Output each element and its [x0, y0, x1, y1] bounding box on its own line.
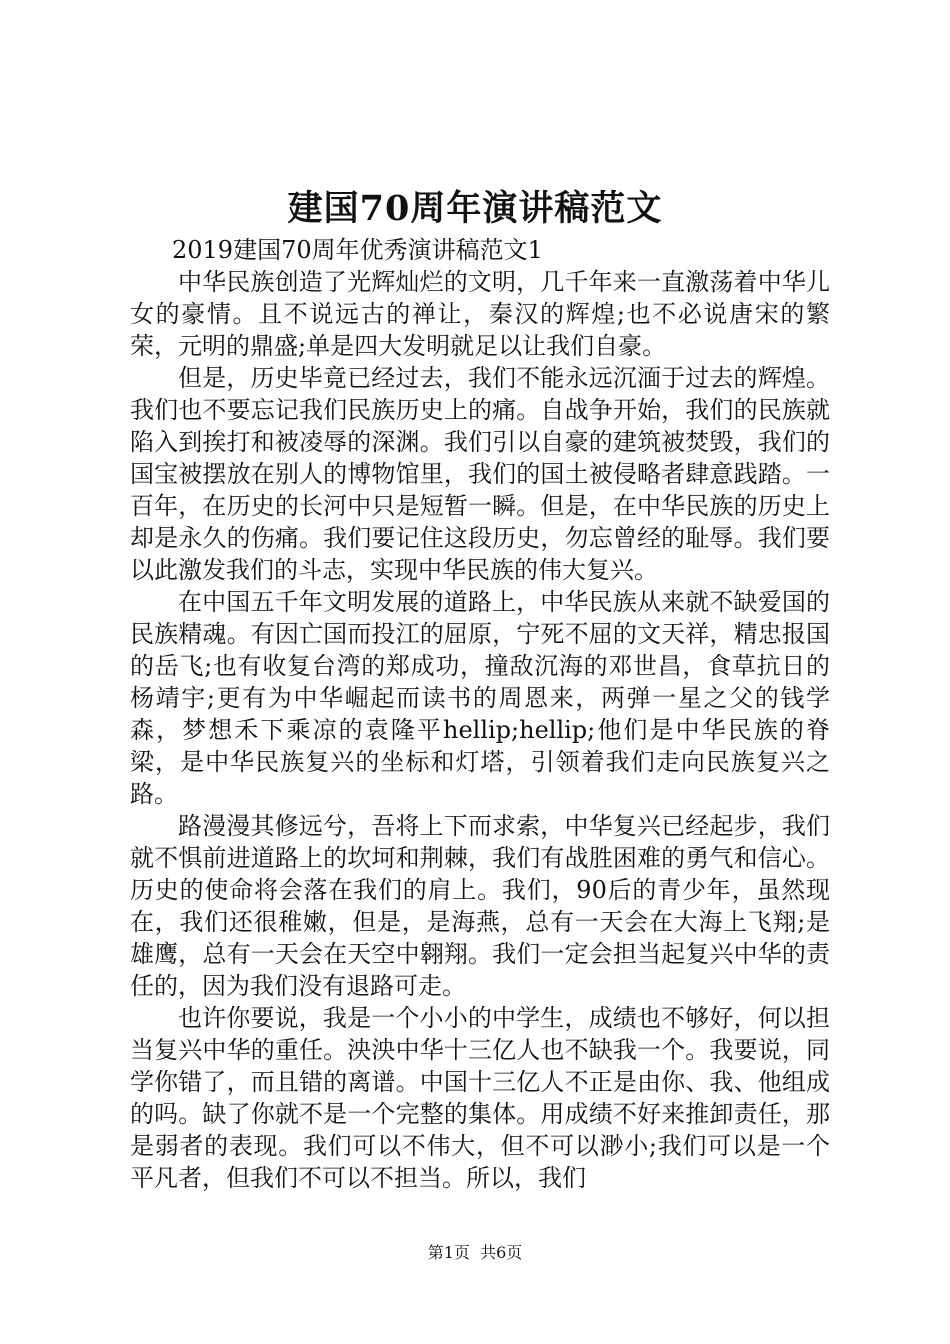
document-subtitle: 2019建国70周年优秀演讲稿范文1	[172, 236, 543, 264]
body-paragraph: 中华民族创造了光辉灿烂的文明，几千年来一直激荡着中华儿女的豪情。且不说远古的禅让，秦汉的辉煌;也不必说唐宋的繁荣，元明的鼎盛;单是四大发明就足以让我们自豪。	[130, 268, 830, 360]
body-paragraph: 也许你要说，我是一个小小的中学生，成绩也不够好，何以担当复兴中华的重任。泱泱中华十三亿人也不缺我一个。我要说，同学你错了，而且错的离谱。中国十三亿人不正是由你、我、他组成的吗。缺了你就不是一个完整的集体。用成绩不好来推卸责任，那是弱者的表现。我们可以不伟大，但不可以渺小;我们可以是一个平凡者，但我们不可以不担当。所以，我们	[130, 1004, 830, 1192]
page-footer: 第1页 共6页	[427, 1243, 523, 1262]
document-body	[130, 234, 830, 1194]
body-paragraph: 在中国五千年文明发展的道路上，中华民族从来就不缺爱国的民族精魂。有因亡国而投江的屈原，宁死不屈的文天祥，精忠报国的岳飞;也有收复台湾的郑成功，撞敌沉海的邓世昌，食草抗日的杨靖宇;更有为中华崛起而读书的周恩来，两弹一星之父的钱学森，梦想禾下乘凉的袁隆平hellip;hellip;他们是中华民族的脊梁，是中华民族复兴的坐标和灯塔，引领着我们走向民族复兴之路。	[130, 588, 830, 808]
body-paragraph: 路漫漫其修远兮，吾将上下而求索，中华复兴已经起步，我们就不惧前进道路上的坎坷和荆棘，我们有战胜困难的勇气和信心。历史的使命将会落在我们的肩上。我们，90后的青少年，虽然现在，我们还很稚嫩，但是，是海燕，总有一天会在大海上飞翔;是雄鹰，总有一天会在天空中翱翔。我们一定会担当起复兴中华的责任的，因为我们没有退路可走。	[130, 812, 830, 1000]
document-title: 建国70周年演讲稿范文	[287, 188, 663, 229]
body-paragraph: 但是，历史毕竟已经过去，我们不能永远沉湎于过去的辉煌。我们也不要忘记我们民族历史上的痛。自战争开始，我们的民族就陷入到挨打和被凌辱的深渊。我们引以自豪的建筑被焚毁，我们的国宝被摆放在别人的博物馆里，我们的国土被侵略者肆意践踏。一百年，在历史的长河中只是短暂一瞬。但是，在中华民族的历史上却是永久的伤痛。我们要记住这段历史，勿忘曾经的耻辱。我们要以此激发我们的斗志，实现中华民族的伟大复兴。	[130, 364, 830, 584]
